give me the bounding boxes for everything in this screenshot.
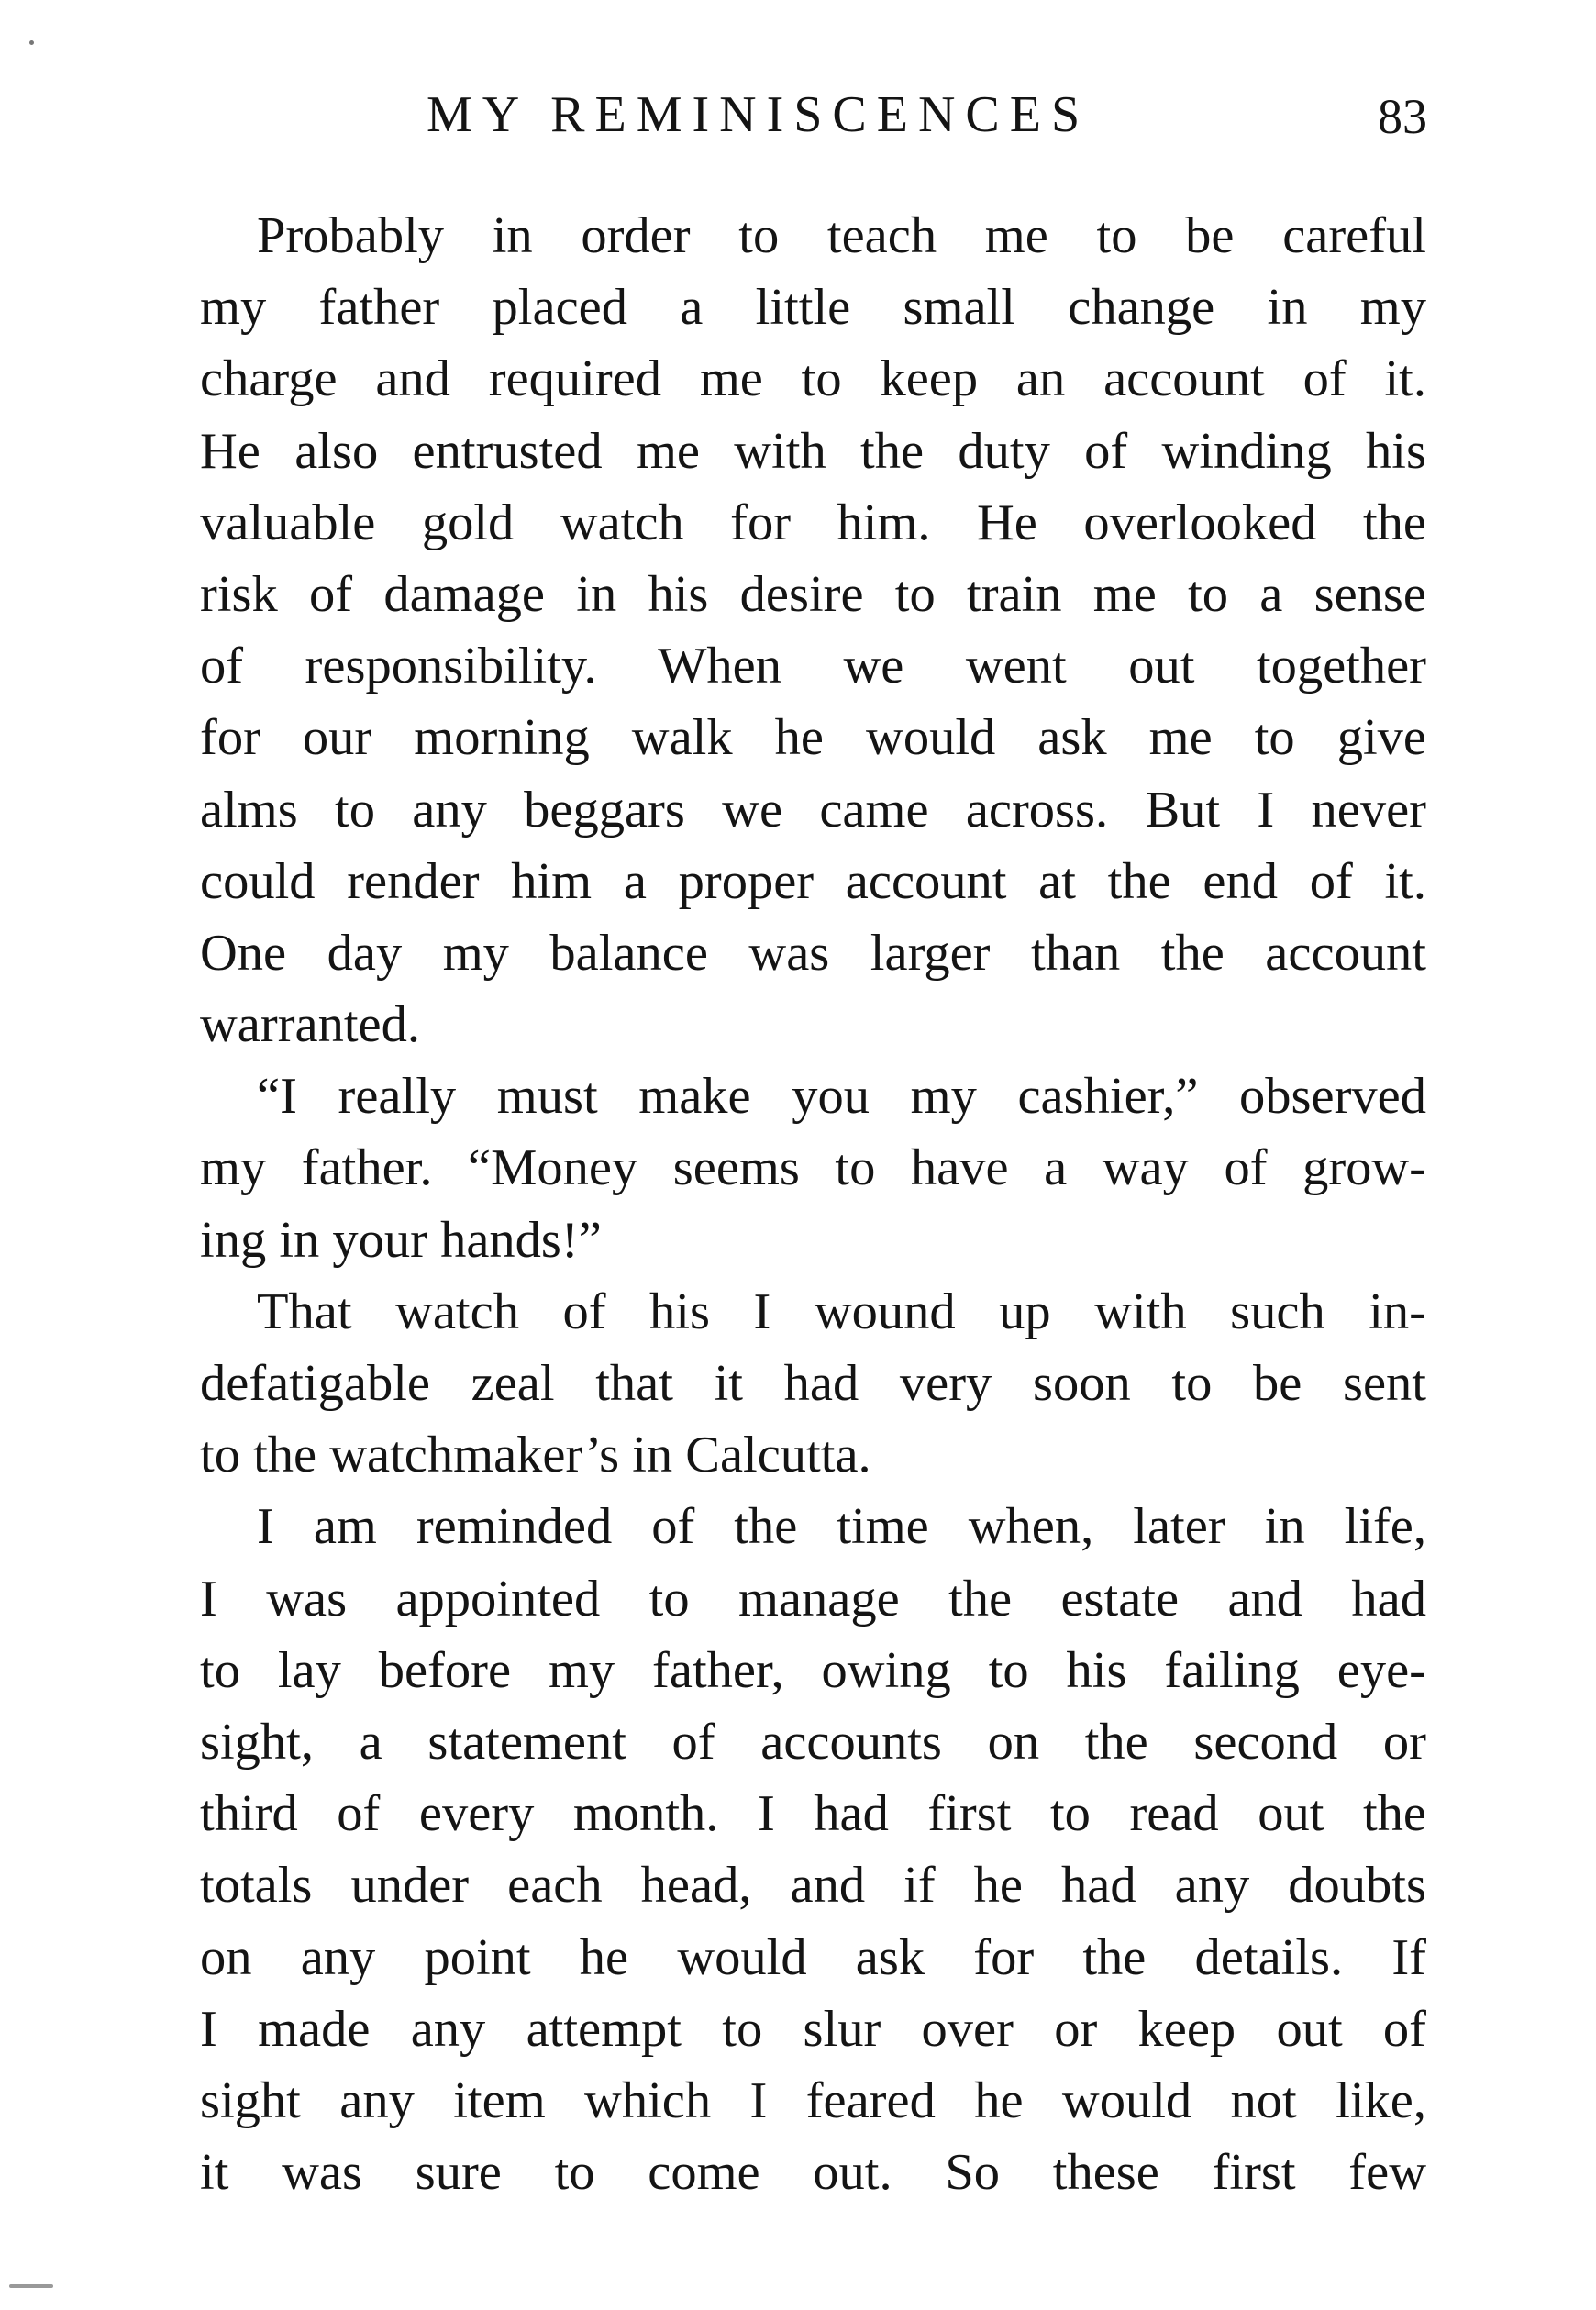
text-line: could render him a proper account at the end of it. [200,852,1426,910]
scan-speck [9,2284,53,2288]
text-line: defatigable zeal that it had very soon to be sent [200,1355,1426,1412]
text-line: of responsibility. When we went out together [200,638,1426,695]
text-line: That watch of his I wound up with such in- [257,1283,1426,1340]
text-line: sight any item which I feared he would not like, [200,2071,1426,2129]
running-head [0,83,1596,147]
scan-speck [29,40,34,45]
text-line: warranted. [200,996,420,1054]
text-line: alms to any beggars we came across. But I never [200,781,1426,838]
text-line: valuable gold watch for him. He overlooked the [200,494,1426,551]
paragraph [200,1491,1426,2208]
text-line: for our morning walk he would ask me to give [200,709,1426,767]
text-line: totals under each head, and if he had any doubts [200,1857,1426,1915]
text-line: I was appointed to manage the estate and had [200,1570,1426,1627]
paragraph [200,1276,1426,1492]
paragraph [200,200,1426,1061]
text-line: “I really must make you my cashier,” observed [257,1068,1426,1126]
text-line: to the watchmaker’s in Calcutta. [200,1427,871,1484]
text-line: it was sure to come out. So these first few [200,2144,1426,2202]
text-line: He also entrusted me with the duty of winding his [200,422,1426,480]
text-line: charge and required me to keep an account of it. [200,350,1426,408]
text-line: third of every month. I had first to read out the [200,1785,1426,1843]
body-text [200,200,1426,2208]
text-line: my father placed a little small change in my [200,279,1426,337]
text-line: Probably in order to teach me to be careful [257,207,1426,264]
text-line: One day my balance was larger than the account [200,924,1426,982]
text-line: sight, a statement of accounts on the second or [200,1713,1426,1771]
paragraph [200,1061,1426,1276]
text-line: to lay before my father, owing to his failing eye- [200,1641,1426,1699]
text-line: risk of damage in his desire to train me to a sense [200,565,1426,623]
running-title: MY REMINISCENCES [427,86,1091,143]
text-line: ing in your hands!” [200,1211,602,1269]
text-line: I made any attempt to slur over or keep out of [200,2000,1426,2058]
text-line: my father. “Money seems to have a way of grow- [200,1139,1426,1197]
page-number: 83 [1378,89,1427,144]
text-line: I am reminded of the time when, later in life, [257,1498,1426,1556]
text-line: on any point he would ask for the details. If [200,1928,1426,1986]
